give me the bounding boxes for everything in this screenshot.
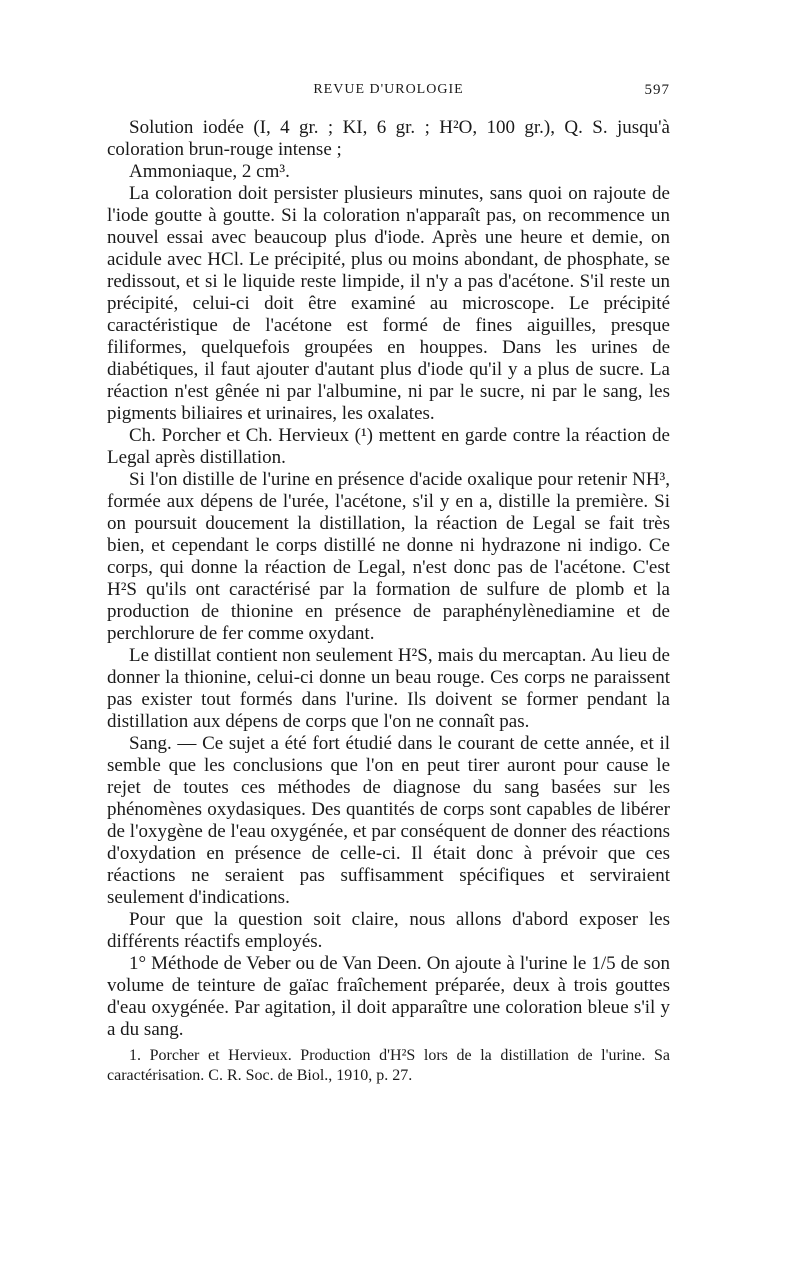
paragraph-question: Pour que la question soit claire, nous allons d'abord exposer les différents réactifs employés. bbox=[107, 909, 670, 952]
footnote-1: 1. Porcher et Hervieux. Production d'H²S lors de la distillation de l'urine. Sa caractérisation. C. R. Soc. de Biol., 1910, p. 27. bbox=[107, 1047, 670, 1084]
paragraph-porcher-hervieux: Ch. Porcher et Ch. Hervieux (¹) mettent en garde contre la réaction de Legal après distillation. bbox=[107, 425, 670, 468]
paragraph-methode-veber: 1° Méthode de Veber ou de Van Deen. On ajoute à l'urine le 1/5 de son volume de teinture de gaïac fraîchement préparée, deux à trois gouttes d'eau oxygénée. Par agitation, il doit apparaître une coloration bleue s'il y a du sang. bbox=[107, 953, 670, 1040]
paragraph-ammoniaque: Ammoniaque, 2 cm³. bbox=[129, 161, 290, 182]
page-header bbox=[107, 82, 670, 104]
paragraph-sang: Sang. — Ce sujet a été fort étudié dans le courant de cette année, et il semble que les conclusions que l'on en peut tirer auront pour cause le rejet de toutes ces méthodes de diagnose du sang basées sur les phénomènes oxydasiques. Des quantités de corps sont capables de libérer de l'oxygène de l'eau oxygénée, et par conséquent de donner des réactions d'oxydation en présence de celle-ci. Il était donc à prévoir que ces réactions ne seraient pas suffisamment spécifiques et serviraient seulement d'indications. bbox=[107, 733, 670, 908]
running-title: REVUE D'UROLOGIE bbox=[313, 82, 464, 97]
paragraph-solution: Solution iodée (I, 4 gr. ; KI, 6 gr. ; H²O, 100 gr.), Q. S. jusqu'à coloration brun-rouge intense ; bbox=[107, 117, 670, 160]
paragraph-distillat: Le distillat contient non seulement H²S, mais du mercaptan. Au lieu de donner la thionine, celui-ci donne un beau rouge. Ces corps ne paraissent pas exister tout formés dans l'urine. Ils doivent se former pendant la distillation aux dépens de corps que l'on ne connaît pas. bbox=[107, 645, 670, 732]
paragraph-coloration: La coloration doit persister plusieurs minutes, sans quoi on rajoute de l'iode goutte à goutte. Si la coloration n'apparaît pas, on recommence un nouvel essai avec beaucoup plus d'iode. Après une heure et demie, on acidule avec HCl. Le précipité, plus ou moins abondant, de phosphate, se redissout, et si le liquide reste limpide, il n'y a pas d'acétone. S'il reste un précipité, celui-ci doit être examiné au microscope. Le précipité caractéristique de l'acétone est formé de fines aiguilles, presque filiformes, quelquefois groupées en houppes. Dans les urines de diabétiques, il faut ajouter d'autant plus d'iode qu'il y a plus de sucre. La réaction n'est gênée ni par l'albumine, ni par le sucre, ni par le sang, les pigments biliaires et urinaires, les oxalates. bbox=[107, 183, 670, 424]
body-text bbox=[107, 117, 670, 1041]
footnotes bbox=[107, 1046, 670, 1086]
paragraph-distillation: Si l'on distille de l'urine en présence d'acide oxalique pour retenir NH³, formée aux dépens de l'urée, l'acétone, s'il y en a, distille la première. Si on poursuit doucement la distillation, la réaction de Legal se fait très bien, et cependant le corps distillé ne donne ni hydrazone ni indigo. Ce corps, qui donne la réaction de Legal, n'est donc pas de l'acétone. C'est H²S qu'ils ont caractérisé par la formation de sulfure de plomb et la production de thionine en présence de paraphénylènediamine et de perchlorure de fer comme oxydant. bbox=[107, 469, 670, 644]
page-number: 597 bbox=[644, 82, 670, 98]
